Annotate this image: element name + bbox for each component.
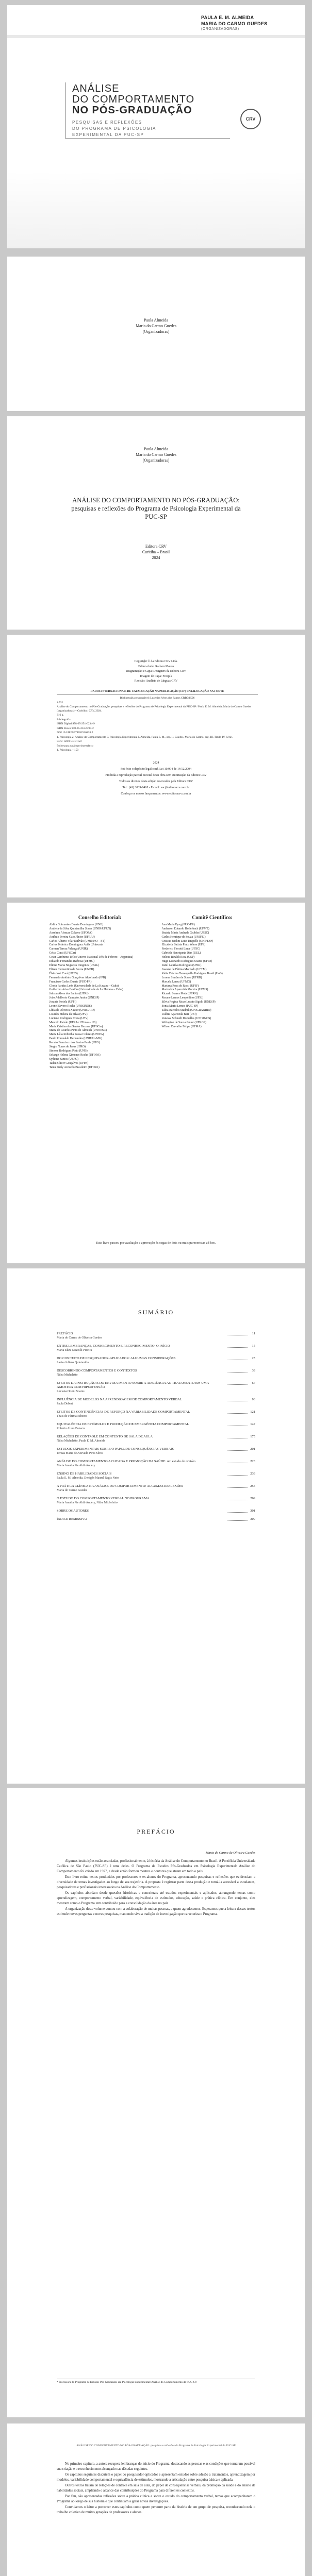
- toc-entry: [57, 1509, 255, 1513]
- committee-member: Mariana Rosa de Rossi (UFJF): [161, 984, 199, 988]
- cover-author: MARIA DO CARMO GUEDES: [201, 21, 268, 27]
- editorial-board-page: [7, 903, 305, 1263]
- preface-signature: Maria do Carmo de Oliveira Guedes: [205, 1851, 255, 1855]
- cover-subtitle: [72, 120, 227, 138]
- publisher-line: Curitiba – Brasil: [142, 550, 170, 554]
- half-title-line: Paula Almeida: [144, 318, 168, 323]
- toc-leader: [227, 1512, 248, 1513]
- copyright-line: Diagramação e Capa: Designers da Editora CRV: [126, 670, 186, 673]
- paragraph: Os capítulos abordam desde questões históricas e conceituais até estudos experimentais e aplicados, abrangendo temas como aprendizagem, comportamento verbal, variabilidade, equivalência de estímulos, educação, saúde e prática clínica. Em conjunto, eles mostram como o Programa tem contribuído para a consolidação da área no país.: [57, 1891, 255, 1905]
- cover-title-line: ANÁLISE: [72, 83, 120, 94]
- toc-entry-author: Luciana Ottoni Soares: [57, 1390, 85, 1393]
- toc-entry-title: SOBRE OS AUTORES: [57, 1509, 89, 1513]
- toc-entry-title: EQUIVALÊNCIA DE ESTÍMULOS E PRODUÇÃO DE EMERGÊNCIA COMPORTAMENTAL: [57, 1422, 189, 1426]
- board-member: Leonel Severo Rocha (UNISINOS): [49, 1005, 92, 1008]
- toc-entry: [57, 1447, 255, 1455]
- preface-body: [7, 2424, 305, 2515]
- committee-member: Talita Barcelos Stadnik (UNIGRANRIO): [161, 1008, 211, 1012]
- board-member: Élsio José Corá (UFFS): [49, 972, 78, 975]
- paragraph: Outros textos tratam de relações de controle em sala de aula, do papel de consequências verbais, da promoção da saúde e do ensino de habilidades sociais, ampliando o alcance das contribuições do Programa para diferentes contextos.: [57, 2484, 255, 2493]
- toc-entry-title: A PRÁTICA CLÍNICA NA ANÁLISE DO COMPORTAMENTO: ALGUMAS REFLEXÕES: [57, 1484, 184, 1488]
- title-page: [7, 416, 305, 630]
- toc-entry-author: Maria do Carmo de Oliveira Guedes: [57, 1336, 102, 1340]
- copyright-note: Conheça os nossos lançamentos: www.editoracrv.com.br: [121, 792, 191, 795]
- committee-member: Valéria Aparecida Bari (UFJ): [161, 1012, 197, 1016]
- toc-entry: [57, 1517, 255, 1521]
- cover-org-label: (ORGANIZADORAS): [201, 27, 239, 31]
- board-member: Maria de Lourdes Pinto de Almeida (UNOESC): [49, 1029, 107, 1032]
- board-member: Fernando Antônio Gonçalves Alcoforado (IPB): [49, 976, 106, 979]
- editorial-board: [50, 916, 151, 1070]
- board-member: Paulo Romualdo Hernandes (UNIFAL-MG): [49, 1037, 102, 1041]
- cover-subtitle-line: DO PROGRAMA DE PSICOLOGIA: [72, 126, 156, 131]
- summary-page: [7, 1268, 305, 1784]
- cover-authors: [201, 14, 299, 32]
- copyright-block: [7, 659, 305, 684]
- toc-entry-title: ESTUDOS EXPERIMENTAIS SOBRE O PAPEL DE CONSEQUÊNCIAS VERBAIS: [57, 1447, 174, 1451]
- board-member: Cesar Gerónimo Tello (Univer. Nacional Três de Febrero – Argentina): [49, 956, 134, 959]
- toc-entry: [57, 1398, 255, 1406]
- title-page-author: (Organizadoras): [142, 458, 170, 463]
- committee-member: Cristina Jardim Leite Tirapelle (UNIFESP): [161, 939, 214, 943]
- committee-member: Anderson Eduardo Hollerbach (UFMT): [161, 927, 209, 930]
- board-member: Lourdes Helena da Silva (UFV): [49, 1012, 88, 1016]
- board-member: Francisco Carlos Duarte (PUC-PR): [49, 980, 92, 984]
- board-member: Lídia de Oliveira Xavier (UNIEURO): [49, 1008, 95, 1012]
- toc-entry: [57, 1435, 255, 1443]
- summary-title: SUMÁRIO: [138, 1309, 174, 1316]
- committee-member: Joseane de Fátima Machado (UFTM): [161, 968, 207, 971]
- board-member: Luciano Rodrigues Costa (UFV): [49, 1016, 89, 1020]
- toc-entry-author: Nilza Micheletto, Paula E. M. Almeida: [57, 1439, 105, 1443]
- paragraph: Os capítulos seguintes discutem o papel do pesquisador-aplicador e apresentam estudos sobre adesão a tratamentos, aprendizagem por modelos, variabilidade comportamental e equivalência de estímulos, mostrando a articulação entre pesquisa básica e aplicada.: [57, 2473, 255, 2482]
- copyright-note: Foi feito o depósito legal conf. Lei 10.994 de 14/12/2004: [120, 767, 192, 771]
- cover-divider-horizontal: [65, 138, 230, 139]
- title-page-author: Paula Almeida: [144, 447, 168, 451]
- toc-entry-page: 25: [252, 1357, 255, 1360]
- publisher-line: Editora CRV: [145, 544, 167, 549]
- committee-member: Ana Maria Eyng (PUC-PR): [161, 923, 195, 926]
- toc-entry-author: Paula E. M. Almeida, Denigés Maurel Regis Neto: [57, 1477, 119, 1480]
- toc-leader: [227, 1347, 248, 1348]
- committee-member: Hugo Leonardo Rodrigues Soares (UFRJ): [161, 960, 212, 963]
- preface-page: [7, 1788, 305, 2417]
- paragraph: Convidamos o leitor a percorrer estes capítulos como quem percorre parte da história de um grupo de pesquisa, reconhecendo nela o trabalho coletivo de muitas gerações de professores e alunos.: [57, 2505, 255, 2514]
- toc-entry: [57, 1344, 255, 1352]
- preface-continuation-page: [7, 2424, 305, 2576]
- toc-entry-author: Maria Amalia Pie Abib Andery: [57, 1464, 95, 1467]
- toc-entry-page: 301: [250, 1509, 255, 1513]
- toc-entry-title: ENTRE LEMBRANÇAS, CONHECIMENTO E RECONHECIMENTO: O INÍCIO: [57, 1344, 170, 1348]
- toc-leader: [227, 1384, 248, 1385]
- paragraph: Algumas instituições estão associadas, profissionalmente, à história da Análise do Comportamento no Brasil. A Pontifícia Universidade Católica de São Paulo (PUC-SP) é uma delas. O Programa de Estudos Pós-Graduados em Psicologia Experimental: Análise do Comportamento foi criado em 1977, e desde então formou mestres e doutores que atuam em todo o país.: [57, 1859, 255, 1873]
- preface-title: PREFÁCIO: [137, 1828, 175, 1835]
- board-member: Tadeu Oliver Gonçalves (UFPA): [49, 1061, 89, 1065]
- cover-title-line: NO PÓS-GRADUAÇÃO: [72, 105, 192, 116]
- board-member: Maria Lília Imbiriba Sousa Colares (UFOPA): [49, 1033, 104, 1037]
- toc-entry-title: RELAÇÕES DE CONTROLE EM CONTEXTO DE SALA DE AULA: [57, 1435, 153, 1438]
- board-member: Josania Portela (UFPI): [49, 1001, 77, 1004]
- board-member: Tania Suely Azevedo Brasileiro (UFOPA): [49, 1065, 100, 1069]
- copyright-line: Editor-chefe: Railson Moura: [138, 665, 174, 668]
- toc-entry: [57, 1472, 255, 1480]
- toc-leader: [227, 1520, 248, 1521]
- catalog-line: 316 p.: [57, 714, 64, 717]
- catalog-line: A532: [57, 701, 63, 704]
- toc-entry-author: Paula Debert: [57, 1402, 73, 1405]
- board-member: Jailson Alves dos Santos (UFRJ): [49, 992, 89, 996]
- committee-member: Beatriz Maria Andrade Grubba (UFSC): [161, 931, 209, 935]
- toc-entry-page: 269: [250, 1497, 255, 1500]
- board-member: Sydione Santos (UEPG): [49, 1057, 78, 1061]
- committee-member: Lorena Simões de Souza (UFRB): [161, 976, 202, 979]
- board-member: Maria Cristina dos Santos Bezerra (UFSCar): [49, 1025, 103, 1028]
- copyright-note: Tel.: (41) 3039-6418 - E-mail: sac@editoracrv.com.br: [122, 786, 190, 789]
- cover-author: PAULA E. M. ALMEIDA: [201, 15, 254, 20]
- board-member: Guillermo Arias Beatón (Universidade de La Havana – Cuba): [49, 988, 123, 992]
- paragraph: Por fim, são apresentadas reflexões sobre a prática clínica e sobre o estudo do comportamento verbal, temas que acompanharam o Programa ao longo de sua história e que continuam a gerar novas investigações.: [57, 2495, 255, 2503]
- toc-entry: [57, 1484, 255, 1493]
- copyright-line: Revisão: Analista de Línguas CRV: [134, 680, 178, 683]
- catalog-subtitle: Bibliotecária responsável: Luzenira Alves dos Santos CRB9/1506: [120, 697, 195, 700]
- toc-entry-author: Tereza Maria de Azevedo Pires Sério: [57, 1452, 103, 1455]
- toc-entry: [57, 1422, 255, 1431]
- committee-member: Marinalva Aparecida Moreira (UFMS): [161, 988, 208, 992]
- scientific-committee: [162, 916, 263, 1070]
- toc-entry-author: Roberto Alves Banaco: [57, 1427, 85, 1430]
- catalog-line: Bibliografia: [57, 718, 71, 721]
- toc-entry-page: 15: [252, 1344, 255, 1348]
- half-title-page: [7, 257, 305, 411]
- cover-bottom-shade: [7, 171, 305, 248]
- catalog-card: [57, 690, 258, 753]
- toc-entry-page: 67: [252, 1381, 255, 1385]
- paragraph: Este livro reúne textos produzidos por professores e ex-alunos do Programa, apresentando pesquisas e reflexões que evidenciam a diversidade de temas investigados ao longo de sua trajetória. A proposta é registrar parte dessa produção e torná-la acessível a estudantes, pesquisadores e profissionais interessados na Análise do Comportamento.: [57, 1875, 255, 1889]
- footnote: * Professora do Programa de Estudos Pós-Graduados em Psicologia Experimental: Análise do Comportamento da PUC-SP.: [57, 2379, 255, 2384]
- toc-entry-title: EFEITOS DA INSTRUÇÃO E DO ENVOLVIMENTO SOBRE A ADERÊNCIA AO TRATAMENTO EM UMA AMOSTRA COM HIPERTENSÃO: [57, 1381, 209, 1389]
- catalog-line: Índice para catálogo sistemático: [57, 744, 93, 748]
- committee-member: Elizabeth Batista Pinto Wiese (UFS): [161, 943, 206, 947]
- catalog-title: DADOS INTERNACIONAIS DE CATALOGAÇÃO NA PUBLICAÇÃO (CIP) CATALOGAÇÃO NA FONTE: [57, 690, 258, 696]
- committee-member: Kátia Cristina Tarouquella Rodrigues Brasil (UnB): [161, 972, 223, 975]
- toc-entry-title: ANÁLISE DO COMPORTAMENTO APLICADA E PROMOÇÃO DA SAÚDE: um estudo de revisão: [57, 1460, 195, 1463]
- committee-member: Frederico Fiorotti Lima (UFSC): [161, 947, 201, 951]
- paragraph: A organização deste volume contou com a colaboração de muitas pessoas, a quem agradecemos. Esperamos que a leitura desses textos estimule novas perguntas e novas pesquisas, mantendo viva a tradição de investigação que caracteriza o Programa.: [57, 1907, 255, 1916]
- toc-leader: [227, 1487, 248, 1488]
- toc-entry-author: Thais de Fátima Ribeiro: [57, 1415, 87, 1418]
- table-of-contents: [7, 1332, 305, 1521]
- toc-leader: [227, 1450, 248, 1451]
- catalog-line: CDU 159.9 CDD 150: [57, 740, 81, 743]
- committee-member: Wilson Carvalho Felipe (UFMA): [161, 1025, 202, 1028]
- cover-subtitle-line: PESQUISAS E REFLEXÕES: [72, 120, 142, 125]
- peer-review-note: Este livro passou por avaliação e aprovação às cegas de dois ou mais pareceristas ad hoc.: [96, 1241, 216, 1245]
- committee-member: Marcela Lanza (UFMG): [161, 980, 191, 984]
- toc-entry: [57, 1460, 255, 1468]
- book-cover: [7, 5, 305, 248]
- toc-entry: [57, 1381, 255, 1394]
- committee-member: Welington de Souza Junior (UFRGS): [161, 1021, 206, 1024]
- publisher-line: 2024: [152, 555, 160, 560]
- committee-member: Vanessa Schmidt Dornelles (UNISINOS): [161, 1016, 211, 1020]
- toc-entry: [57, 1497, 255, 1505]
- toc-entry-author: Maria do Carmo Guedes: [57, 1489, 88, 1492]
- toc-entry-page: 239: [250, 1472, 255, 1476]
- toc-leader: [227, 1413, 248, 1414]
- committee-member: Rosane Lemos Leopoldino (UFSJ): [161, 996, 204, 1000]
- catalog-line: ISBN Físico 978-65-251-6233-2: [57, 726, 94, 730]
- toc-entry-page: 147: [250, 1422, 255, 1426]
- toc-entry-page: 175: [250, 1435, 255, 1438]
- board-member: Gloria Fariñas León (Universidade de La Havana – Cuba): [49, 984, 119, 988]
- toc-entry-title: ÍNDICE REMISSIVO: [57, 1517, 87, 1521]
- catalog-line: Análise do Comportamento no Pós-Graduação: pesquisas e reflexões do Programa de Psicologia Experimental da PUC-SP / Paula E. M. Almeida, Maria do Carmo Guedes (organizadoras) – Curitiba : CRV, 2024.: [57, 705, 252, 713]
- toc-entry-title: PREFÁCIO: [57, 1332, 73, 1335]
- catalog-line: 1. Psicologia – 150: [57, 749, 79, 752]
- toc-entry-title: O ESTUDO DO COMPORTAMENTO VERBAL NO PROGRAMA: [57, 1497, 150, 1500]
- toc-entry-page: 93: [252, 1398, 255, 1401]
- copyright-line: Imagem de Capa: Freepik: [140, 674, 172, 678]
- toc-entry-page: 201: [250, 1447, 255, 1451]
- copyright-note: Proibida a reprodução parcial ou total desta obra sem autorização da Editora CRV: [105, 773, 207, 777]
- title-page-author: Maria do Carmo Guedes: [136, 452, 176, 457]
- copyright-page: [7, 635, 305, 897]
- toc-entry: [57, 1410, 255, 1418]
- toc-entry-page: 309: [250, 1517, 255, 1521]
- copyright-note: 2024: [153, 761, 159, 765]
- toc-entry-page: 121: [250, 1410, 255, 1414]
- catalog-line: ISBN Digital 978-65-251-6234-9: [57, 722, 95, 725]
- board-member: Elione Maria Nogueira Diogenes (UFAL): [49, 963, 100, 967]
- toc-entry: [57, 1369, 255, 1377]
- board-member: João Adalberto Campato Junior (UNESP): [49, 996, 100, 1000]
- crv-logo: CRV: [240, 109, 261, 129]
- toc-leader: [227, 1475, 248, 1476]
- board-member: Eduardo Fernandes Barbosa (UFMG): [49, 960, 94, 963]
- toc-entry-title: DESCOBRINDO COMPORTAMENTOS E CONTEXTOS: [57, 1369, 137, 1372]
- catalog-line: 1. Psicologia 2. Análise do Comportamento 3. Psicologia Experimental I. Almeida, Paula E. M., org. II. Guedes, Maria do Carmo, org. III. Título IV. Série.: [57, 735, 233, 739]
- board-member: Aldira Guimarães Duarte Domínguez (UNB): [49, 923, 104, 926]
- editorial-board-title: Conselho Editorial:: [78, 915, 122, 921]
- toc-entry-page: 223: [250, 1460, 255, 1463]
- board-member: Renato Francisco dos Santos Paula (UFG): [49, 1041, 100, 1045]
- committee-member: Ricardo Soares Mota (UFRN): [161, 992, 198, 996]
- cover-subtitle-line: EXPERIMENTAL DA PUC-SP: [72, 132, 144, 137]
- board-member: Elizeu Clementino de Souza (UNEB): [49, 968, 94, 971]
- scientific-committee-title: Comitê Científico:: [192, 915, 233, 921]
- committee-member: Carlos Henrique de Souza (UNIFEI): [161, 935, 206, 939]
- copyright-line: Copyright © da Editora CRV Ltda.: [134, 660, 178, 663]
- toc-entry: [57, 1357, 255, 1365]
- board-member: Marcelo Paixão (UFRJ e UTexas – US): [49, 1021, 97, 1024]
- catalog-line: DOI 10.24824/978652516233.2: [57, 731, 93, 734]
- toc-entry-title: DO CONCEITO DE PESQUISADOR-APLICADOR: ALGUMAS CONSIDERAÇÕES: [57, 1357, 176, 1360]
- toc-entry-title: ENSINO DE HABILIDADES SOCIAIS: [57, 1472, 112, 1476]
- cover-title-line: DO COMPORTAMENTO: [72, 94, 195, 105]
- board-member: Carmen Tereza Velanga (UNIR): [49, 947, 88, 951]
- preface-body: [7, 1859, 305, 1917]
- board-member: Carlos Federico Dominguez Avila (Unieuro): [49, 943, 103, 947]
- toc-entry-page: 255: [250, 1484, 255, 1488]
- toc-entry-title: EFEITOS DE CONTINGÊNCIAS DE REFORÇO NA VARIABILIDADE COMPORTAMENTAL: [57, 1410, 190, 1414]
- title-page-title: ANÁLISE DO COMPORTAMENTO NO PÓS-GRADUAÇÃO: pesquisas e reflexões do Programa de Psicologia Experimental da PUC-SP: [71, 497, 241, 520]
- half-title-line: (Organizadoras): [142, 329, 170, 334]
- board-member: Carlos Alberto Vilar Estêvão (UMINHO – PT): [49, 939, 105, 943]
- running-head: ANÁLISE DO COMPORTAMENTO NO PÓS-GRADUAÇÃO: pesquisas e reflexões do Programa de Psicologia Experimental da PUC-SP: [76, 2444, 236, 2447]
- cover-title: [72, 83, 227, 116]
- committee-member: Sonia Maria Lemos (PUC-SP): [161, 1005, 199, 1008]
- toc-entry-author: Larisa Juliana Quintanilha: [57, 1361, 90, 1364]
- copyright-notes: [7, 761, 305, 796]
- cover-band: [7, 35, 305, 38]
- committee-member: Helena Rinaldi Rosa (USP): [161, 956, 195, 959]
- board-member: Solange Helena Ximenes-Rocha (UFOPA): [49, 1053, 101, 1057]
- board-member: Simone Rodrigues Pinto (UNB): [49, 1049, 88, 1053]
- board-member: Celso Conti (UFSCar): [49, 952, 76, 955]
- toc-entry-author: Maria Amalia Pie Abib Andery, Nilza Micheletto: [57, 1501, 118, 1504]
- committee-member: Iramí da Silva Rodrigues (UFRJ): [161, 963, 202, 967]
- toc-entry: [57, 1332, 255, 1340]
- committee-member: Silvia Regina Ricco Lucato Sigolo (UNESP): [161, 1001, 216, 1004]
- paragraph: No primeiro capítulo, a autora recupera lembranças do início do Programa, destacando as pessoas e as condições que tornaram possível sua criação e o reconhecimento alcançado nas décadas seguintes.: [57, 2462, 255, 2471]
- board-member: Antônio Pereira Gaio Júnior (UFRRJ): [49, 935, 95, 939]
- toc-entry-author: Maria Eliza Mazzilli Pereira: [57, 1349, 92, 1352]
- committee-member: Gabriela Henriqueta Dias (UEL): [161, 952, 201, 955]
- toc-entry-title: INFLUÊNCIA DE MODELOS NA APRENDIZAGEM DE COMPORTAMENTO VERBAL: [57, 1398, 182, 1401]
- toc-entry-page: 39: [252, 1369, 255, 1372]
- half-title-line: Maria do Carmo Guedes: [136, 324, 176, 328]
- board-member: Andréia da Silva Quintanilha Sousa (UNIR/UFRN): [49, 927, 111, 930]
- toc-entry-page: 11: [252, 1332, 255, 1335]
- toc-entry-author: Nilza Micheletto: [57, 1374, 78, 1377]
- board-member: Sérgio Nunes de Jesus (IFRO): [49, 1045, 86, 1049]
- copyright-note: Todos os direitos desta edição reservados pela Editora CRV: [119, 779, 193, 783]
- board-member: Anselmo Alencar Colares (UFOPA): [49, 931, 92, 935]
